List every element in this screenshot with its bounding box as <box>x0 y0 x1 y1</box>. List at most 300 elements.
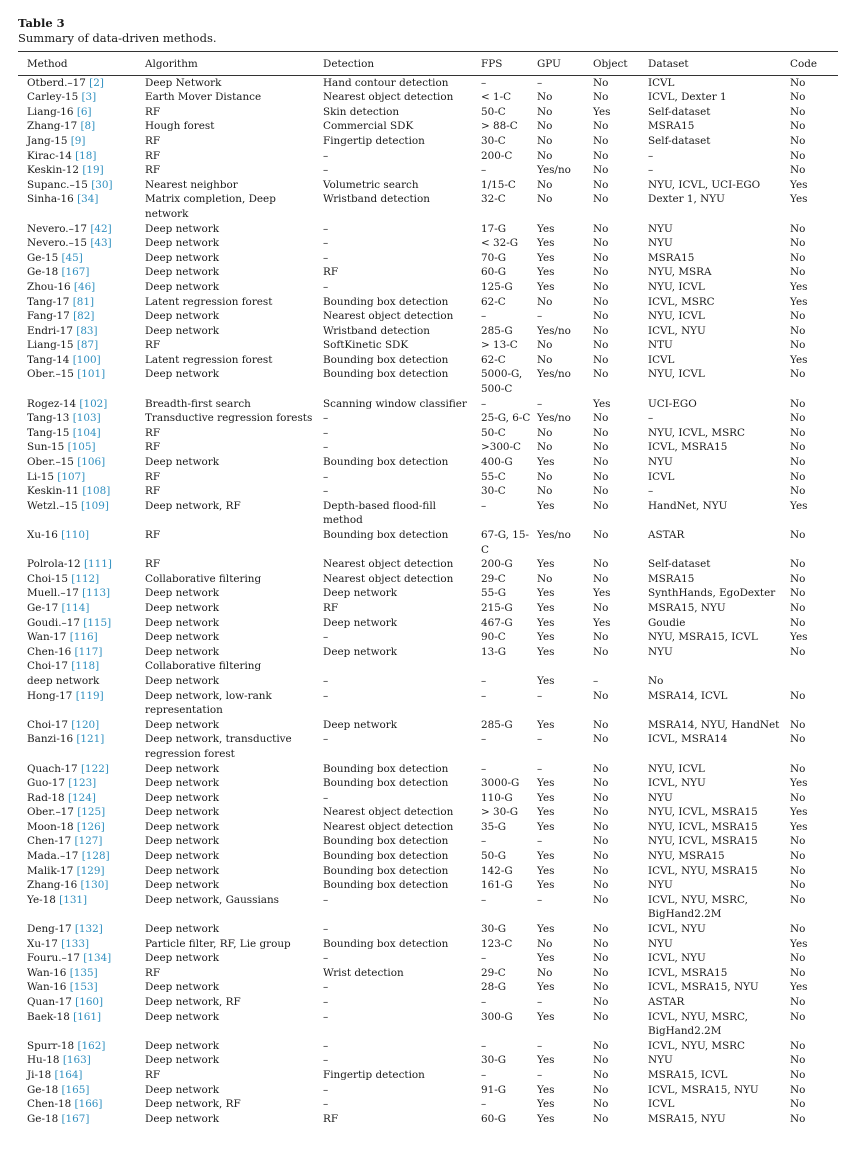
table-row <box>18 397 838 412</box>
method-name: Nevero.–15 <box>27 237 88 250</box>
cell-algorithm: Deep network, RF <box>145 996 241 1008</box>
reference-link[interactable]: [162] <box>77 1039 106 1052</box>
cell-code: No <box>790 134 806 147</box>
cell-fps: 285-G <box>481 324 513 337</box>
cell-detection: Nearest object detection <box>323 91 454 104</box>
cell-detection: Hand contour detection <box>323 76 449 89</box>
cell-fps: > 30-G <box>481 806 519 819</box>
cell-algorithm: Deep network <box>145 237 220 250</box>
cell-detection: Nearest object detection <box>323 310 454 323</box>
reference-link[interactable]: [82] <box>73 310 95 323</box>
reference-link[interactable]: [116] <box>69 631 98 644</box>
cell-detection: SoftKinetic SDK <box>323 339 409 352</box>
cell-method <box>18 90 145 105</box>
cell-gpu: Yes <box>537 879 555 892</box>
table-row <box>18 1097 838 1112</box>
reference-link[interactable]: [166] <box>74 1098 103 1111</box>
cell-gpu: No <box>537 295 553 308</box>
cell-method <box>18 674 145 689</box>
table-row <box>18 878 838 893</box>
cell-object: No <box>593 952 609 965</box>
cell-fps: 17-G <box>481 222 507 235</box>
methods-table <box>18 51 838 1126</box>
method-name: Sun-15 <box>27 441 65 454</box>
method-name: Wan-16 <box>27 981 67 994</box>
cell-method <box>18 922 145 937</box>
cell-dataset: ICVL, NYU, MSRC, BigHand2.2M <box>648 893 748 921</box>
cell-gpu: Yes <box>537 251 555 264</box>
cell-detection: Bounding box detection <box>323 835 449 848</box>
cell-dataset: MSRA14, NYU, HandNet <box>648 718 780 731</box>
cell-algorithm: Deep network <box>145 674 220 687</box>
cell-method <box>18 251 145 266</box>
cell-gpu: Yes <box>537 587 555 600</box>
method-name: Rogez-14 <box>27 397 77 410</box>
reference-link[interactable]: [8] <box>80 120 96 133</box>
cell-object: No <box>593 572 609 585</box>
cell-algorithm: Deep network <box>145 368 220 381</box>
reference-link[interactable]: [167] <box>61 266 90 279</box>
cell-object: No <box>593 806 609 819</box>
cell-algorithm: RF <box>145 134 161 147</box>
table-row <box>18 557 838 572</box>
cell-code: No <box>790 879 806 892</box>
cell-detection: Volumetric search <box>323 178 419 191</box>
table-row <box>18 105 838 120</box>
header-dataset: Dataset <box>648 52 790 76</box>
cell-gpu: Yes <box>537 616 555 629</box>
cell-code: Yes <box>790 499 808 512</box>
cell-method <box>18 659 145 674</box>
cell-detection: RF <box>323 1112 339 1125</box>
cell-object: No <box>593 1083 609 1096</box>
cell-detection: – <box>323 1010 329 1023</box>
cell-method <box>18 864 145 879</box>
reference-link[interactable]: [9] <box>70 134 86 147</box>
reference-link[interactable]: [163] <box>62 1054 91 1067</box>
cell-code: No <box>790 1039 806 1052</box>
cell-fps: – <box>481 1068 487 1081</box>
cell-dataset: ICVL, NYU <box>648 324 706 337</box>
cell-object: No <box>593 353 609 366</box>
reference-link[interactable]: [30] <box>91 178 113 191</box>
cell-fps: 467-G <box>481 616 513 629</box>
cell-dataset: MSRA14, ICVL <box>648 689 728 702</box>
reference-link[interactable]: [83] <box>76 324 98 337</box>
reference-link[interactable]: [109] <box>81 499 109 512</box>
method-name: Liang-15 <box>27 339 74 352</box>
cell-algorithm: Transductive regression forests <box>145 412 313 425</box>
table-row <box>18 119 838 134</box>
reference-link[interactable]: [128] <box>81 850 110 863</box>
cell-fps: 91-G <box>481 1083 507 1096</box>
cell-fps: 110-G <box>481 791 513 804</box>
table-row <box>18 440 838 455</box>
cell-object: No <box>593 310 609 323</box>
reference-link[interactable]: [121] <box>76 733 105 746</box>
cell-dataset: ICVL, NYU, MSRC, BigHand2.2M <box>648 1010 748 1038</box>
cell-code: No <box>790 893 806 906</box>
cell-method <box>18 236 145 251</box>
table-row <box>18 280 838 295</box>
reference-link[interactable]: [2] <box>89 76 104 89</box>
cell-object: No <box>593 441 609 454</box>
cell-object: No <box>593 791 609 804</box>
reference-link[interactable]: [160] <box>75 996 104 1008</box>
cell-detection: Deep network <box>323 645 398 658</box>
reference-link[interactable]: [106] <box>77 456 106 469</box>
cell-method <box>18 951 145 966</box>
reference-link[interactable]: [3] <box>81 91 97 104</box>
cell-object: No <box>593 412 609 425</box>
cell-gpu: Yes <box>537 499 555 512</box>
cell-code: No <box>790 266 806 279</box>
reference-link[interactable]: [100] <box>72 353 101 366</box>
cell-detection: Bounding box detection <box>323 368 449 381</box>
method-name: Endri-17 <box>27 324 73 337</box>
method-name: Keskin-12 <box>27 164 80 177</box>
reference-link[interactable]: [118] <box>71 660 100 673</box>
reference-link[interactable]: [6] <box>76 105 92 118</box>
cell-gpu: Yes <box>537 222 555 235</box>
cell-fps: 400-G <box>481 456 513 469</box>
cell-object: No <box>593 251 609 264</box>
cell-dataset: No <box>648 674 664 687</box>
cell-algorithm: Deep network <box>145 456 220 469</box>
cell-code: No <box>790 1098 806 1111</box>
cell-dataset: ICVL, MSRA15, NYU <box>648 1083 759 1096</box>
cell-gpu: No <box>537 120 553 133</box>
cell-fps: 285-G <box>481 718 513 731</box>
cell-detection: – <box>323 674 329 687</box>
cell-fps: 215-G <box>481 601 513 614</box>
cell-gpu: No <box>537 485 553 498</box>
cell-code: Yes <box>790 981 808 994</box>
cell-method <box>18 1112 145 1127</box>
reference-link[interactable]: [129] <box>76 864 105 877</box>
cell-fps: 125-G <box>481 280 513 293</box>
cell-method <box>18 1068 145 1083</box>
cell-dataset: ICVL <box>648 1098 675 1111</box>
reference-link[interactable]: [114] <box>61 601 90 614</box>
cell-dataset: NYU, ICVL <box>648 310 705 323</box>
cell-dataset: ICVL <box>648 76 675 89</box>
cell-code: Yes <box>790 353 808 366</box>
cell-gpu: Yes <box>537 1083 555 1096</box>
reference-link[interactable]: [43] <box>90 237 112 250</box>
cell-object: No <box>593 558 609 571</box>
reference-link[interactable]: [115] <box>83 616 112 629</box>
cell-method <box>18 75 145 90</box>
cell-detection: – <box>323 441 329 454</box>
cell-gpu: No <box>537 178 553 191</box>
cell-object: No <box>593 368 609 381</box>
reference-link[interactable]: [165] <box>61 1083 90 1096</box>
cell-fps: 35-G <box>481 820 507 833</box>
cell-fps: 25-G, 6-C <box>481 412 531 425</box>
cell-code: No <box>790 689 806 702</box>
cell-method <box>18 455 145 470</box>
cell-gpu: Yes/no <box>537 164 571 177</box>
cell-object: No <box>593 295 609 308</box>
cell-code: No <box>790 485 806 498</box>
table-row <box>18 528 838 557</box>
method-name: Otberd.–17 <box>27 76 86 89</box>
table-row <box>18 309 838 324</box>
reference-link[interactable]: [161] <box>73 1010 102 1023</box>
cell-object: No <box>593 1112 609 1125</box>
reference-link[interactable]: [107] <box>57 470 86 483</box>
reference-link[interactable]: [132] <box>74 923 103 936</box>
cell-gpu: – <box>537 76 543 89</box>
method-name: Jang-15 <box>27 134 68 147</box>
cell-gpu: Yes <box>537 923 555 936</box>
cell-algorithm: Deep network <box>145 864 220 877</box>
cell-gpu: Yes <box>537 864 555 877</box>
reference-link[interactable]: [117] <box>74 645 103 658</box>
cell-dataset: NYU <box>648 456 673 469</box>
cell-code <box>790 674 838 689</box>
reference-link[interactable]: [120] <box>71 718 100 731</box>
cell-algorithm: Deep network <box>145 1054 220 1067</box>
reference-link[interactable]: [45] <box>61 251 83 264</box>
cell-algorithm: Deep network, RF <box>145 499 241 512</box>
cell-gpu: No <box>537 966 553 979</box>
cell-algorithm: Deep network <box>145 645 220 658</box>
table-row <box>18 762 838 777</box>
table-row <box>18 1083 838 1098</box>
table-row <box>18 236 838 251</box>
cell-object: No <box>593 1010 609 1023</box>
cell-detection: – <box>323 689 329 702</box>
cell-code: No <box>790 91 806 104</box>
cell-dataset: MSRA15 <box>648 572 695 585</box>
reference-link[interactable]: [34] <box>77 193 99 206</box>
reference-link[interactable]: [101] <box>77 368 106 381</box>
cell-algorithm: RF <box>145 529 161 541</box>
method-name: Ge-18 <box>27 1083 59 1096</box>
cell-object: Yes <box>593 105 611 118</box>
cell-gpu: Yes <box>537 456 555 469</box>
table-row <box>18 995 838 1010</box>
cell-dataset: MSRA15, ICVL <box>648 1068 728 1081</box>
cell-gpu: Yes <box>537 718 555 731</box>
cell-dataset: NYU, ICVL, MSRC <box>648 426 745 439</box>
cell-dataset: NYU, ICVL, MSRA15 <box>648 835 758 848</box>
method-name: Ge-15 <box>27 251 59 264</box>
cell-dataset: ICVL, NYU, MSRA15 <box>648 864 758 877</box>
reference-link[interactable]: [126] <box>76 820 105 833</box>
cell-algorithm: RF <box>145 426 161 439</box>
table-row <box>18 718 838 733</box>
reference-link[interactable]: [134] <box>83 952 112 965</box>
cell-dataset <box>648 659 790 674</box>
cell-method <box>18 426 145 441</box>
method-name: Tang-15 <box>27 426 70 439</box>
method-name: Keskin-11 <box>27 485 80 498</box>
cell-fps: 5000-G, 500-C <box>481 368 523 396</box>
cell-method <box>18 689 145 718</box>
method-name: Liang-16 <box>27 105 74 118</box>
cell-code: No <box>790 718 806 731</box>
reference-link[interactable]: [19] <box>82 164 104 177</box>
table-row <box>18 776 838 791</box>
reference-link[interactable]: [42] <box>90 222 112 235</box>
cell-object: No <box>593 879 609 892</box>
reference-link[interactable]: [131] <box>59 893 88 906</box>
reference-link[interactable]: [133] <box>61 937 90 950</box>
cell-gpu: No <box>537 937 553 950</box>
table-row <box>18 659 838 674</box>
cell-algorithm: Latent regression forest <box>145 295 273 308</box>
cell-code: No <box>790 572 806 585</box>
cell-gpu: – <box>537 893 543 906</box>
reference-link[interactable]: [110] <box>61 529 90 541</box>
cell-gpu: Yes/no <box>537 324 571 337</box>
reference-link[interactable]: [87] <box>76 339 99 352</box>
cell-algorithm: Nearest neighbor <box>145 178 238 191</box>
cell-object: No <box>593 777 609 790</box>
reference-link[interactable]: [127] <box>74 835 103 848</box>
cell-dataset: Dexter 1, NYU <box>648 193 725 206</box>
reference-link[interactable]: [102] <box>79 397 108 410</box>
cell-fps: – <box>481 674 487 687</box>
method-name: Guo-17 <box>27 777 65 790</box>
table-row <box>18 499 838 528</box>
reference-link[interactable]: [46] <box>73 280 96 293</box>
cell-object: No <box>593 850 609 863</box>
cell-gpu: Yes <box>537 631 555 644</box>
reference-link[interactable]: [112] <box>71 572 100 585</box>
cell-object: No <box>593 339 609 352</box>
cell-method <box>18 834 145 849</box>
cell-method <box>18 966 145 981</box>
reference-link[interactable]: [153] <box>69 981 98 994</box>
reference-link[interactable]: [113] <box>82 587 111 600</box>
reference-link[interactable]: [125] <box>77 806 106 819</box>
cell-method <box>18 718 145 733</box>
cell-dataset: NTU <box>648 339 673 352</box>
cell-detection <box>323 659 481 674</box>
method-name: Ge-17 <box>27 601 59 614</box>
cell-detection: – <box>323 426 329 439</box>
method-name: Moon-18 <box>27 820 74 833</box>
cell-object: No <box>593 762 609 775</box>
cell-object: No <box>593 1068 609 1081</box>
cell-method <box>18 528 145 557</box>
cell-detection: Bounding box detection <box>323 777 449 790</box>
cell-fps: – <box>481 499 487 512</box>
table-row <box>18 470 838 485</box>
cell-fps: 60-G <box>481 266 507 279</box>
cell-object: No <box>593 485 609 498</box>
cell-detection: – <box>323 981 329 994</box>
cell-algorithm: Deep Network <box>145 76 222 89</box>
reference-link[interactable]: [105] <box>67 441 96 454</box>
cell-fps: – <box>481 76 487 89</box>
table-row <box>18 601 838 616</box>
cell-dataset: ICVL, NYU, MSRC <box>648 1039 745 1052</box>
cell-code: No <box>790 412 806 425</box>
reference-link[interactable]: [122] <box>80 762 109 775</box>
cell-dataset: ICVL, MSRA15 <box>648 441 728 454</box>
method-name: Polrola-12 <box>27 558 81 571</box>
cell-detection: Wristband detection <box>323 324 430 337</box>
reference-link[interactable]: [104] <box>72 426 101 439</box>
reference-link[interactable]: [130] <box>80 879 109 892</box>
cell-detection: Nearest object detection <box>323 572 454 585</box>
cell-method <box>18 762 145 777</box>
cell-fps: > 88-C <box>481 120 518 133</box>
table-row <box>18 251 838 266</box>
reference-link[interactable]: [164] <box>54 1068 83 1081</box>
cell-code: Yes <box>790 280 808 293</box>
cell-gpu: – <box>537 1039 543 1052</box>
reference-link[interactable]: [111] <box>83 558 112 571</box>
reference-link[interactable]: [81] <box>72 295 95 308</box>
table-row <box>18 922 838 937</box>
cell-code: Yes <box>790 631 808 644</box>
cell-method <box>18 791 145 806</box>
cell-method <box>18 1083 145 1098</box>
method-name: Wan-16 <box>27 966 67 979</box>
cell-method <box>18 178 145 193</box>
cell-method <box>18 980 145 995</box>
cell-object: Yes <box>593 587 611 600</box>
cell-code: No <box>790 222 806 235</box>
cell-algorithm: Deep network <box>145 601 220 614</box>
header-object: Object <box>593 52 648 76</box>
reference-link[interactable]: [167] <box>61 1112 90 1125</box>
cell-object: No <box>593 820 609 833</box>
cell-dataset: Self-dataset <box>648 558 711 571</box>
cell-gpu: Yes <box>537 777 555 790</box>
reference-link[interactable]: [119] <box>75 689 104 702</box>
cell-code: No <box>790 310 806 323</box>
cell-detection: – <box>323 485 329 498</box>
reference-link[interactable]: [18] <box>75 149 97 162</box>
cell-gpu: – <box>537 733 543 746</box>
method-name: Zhou-16 <box>27 280 71 293</box>
cell-code: Yes <box>790 193 808 206</box>
reference-link[interactable]: [103] <box>72 412 101 425</box>
cell-object: No <box>593 733 609 746</box>
cell-detection: Nearest object detection <box>323 558 454 571</box>
cell-gpu: No <box>537 572 553 585</box>
reference-link[interactable]: [124] <box>67 791 96 804</box>
method-name: Wetzl.–15 <box>27 499 78 512</box>
cell-method <box>18 192 145 221</box>
method-name: Tang-13 <box>27 412 70 425</box>
cell-code: No <box>790 1010 806 1023</box>
cell-code <box>790 659 838 674</box>
table-row <box>18 338 838 353</box>
cell-fps: 3000-G <box>481 777 520 790</box>
method-name: Tang-14 <box>27 353 70 366</box>
reference-link[interactable]: [108] <box>82 485 111 498</box>
table-title: Summary of data-driven methods. <box>18 31 217 45</box>
cell-code: No <box>790 164 806 177</box>
cell-gpu: No <box>537 426 553 439</box>
reference-link[interactable]: [135] <box>69 966 98 979</box>
cell-algorithm: Deep network <box>145 222 220 235</box>
cell-dataset: ASTAR <box>648 996 685 1008</box>
reference-link[interactable]: [123] <box>68 777 97 790</box>
cell-dataset: ICVL, NYU <box>648 952 706 965</box>
cell-fps: 60-G <box>481 1112 507 1125</box>
cell-code: Yes <box>790 937 808 950</box>
cell-algorithm: RF <box>145 164 161 177</box>
